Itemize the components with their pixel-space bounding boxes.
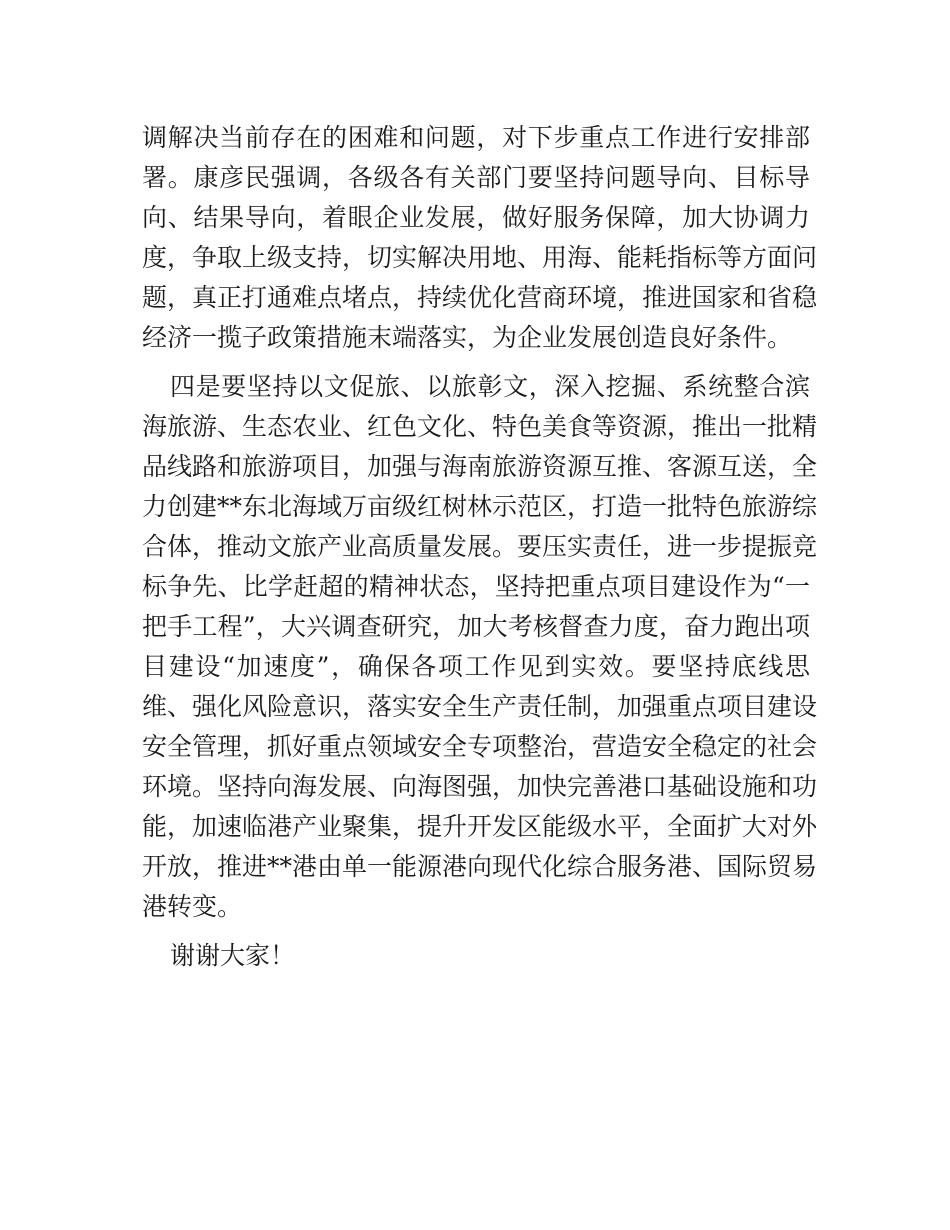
text-line: 标争先、比学赶超的精神状态，坚持把重点项目建设作为“一 [142, 572, 810, 601]
text-line: 维、强化风险意识，落实安全生产责任制，加强重点项目建设 [142, 692, 818, 721]
text-line: 开放，推进**港由单一能源港向现代化综合服务港、国际贸易 [142, 852, 818, 881]
text-line: 能，加速临港产业聚集，提升开发区能级水平，全面扩大对外 [142, 812, 818, 841]
text-line: 度，争取上级支持，切实解决用地、用海、能耗指标等方面问 [142, 243, 818, 272]
text-line: 安全管理，抓好重点领域安全专项整治，营造安全稳定的社会 [142, 732, 818, 761]
text-line: 向、结果导向，着眼企业发展，做好服务保障，加大协调力 [142, 203, 810, 232]
text-line: 合体，推动文旅产业高质量发展。要压实责任，进一步提振竞 [142, 532, 818, 561]
paragraph-2 [142, 367, 818, 927]
text-line: 经济一揽子政策措施末端落实，为企业发展创造良好条件。 [142, 323, 793, 352]
text-line: 环境。坚持向海发展、向海图强，加快完善港口基础设施和功 [142, 772, 818, 801]
text-line: 把手工程”，大兴调查研究，加大考核督查力度，奋力跑出项 [142, 612, 810, 641]
text-line: 港转变。 [142, 892, 243, 921]
text-line: 题，真正打通难点堵点，持续优化营商环境，推进国家和省稳 [142, 283, 818, 312]
text-line: 目建设“加速度”，确保各项工作见到实效。要坚持底线思 [142, 652, 810, 681]
text-line: 署。康彦民强调，各级各有关部门要坚持问题导向、目标导 [142, 163, 810, 192]
closing-line: 谢谢大家！ [170, 941, 296, 970]
paragraph-1 [142, 118, 818, 358]
text-line: 调解决当前存在的困难和问题，对下步重点工作进行安排部 [142, 123, 810, 152]
document-body [142, 118, 818, 976]
closing-paragraph [142, 936, 810, 976]
text-line: 四是要坚持以文促旅、以旅彰文，深入挖掘、系统整合滨 [170, 372, 810, 401]
text-line: 海旅游、生态农业、红色文化、特色美食等资源，推出一批精 [142, 412, 818, 441]
text-line: 力创建**东北海域万亩级红树林示范区，打造一批特色旅游综 [142, 492, 818, 521]
text-line: 品线路和旅游项目，加强与海南旅游资源互推、客源互送，全 [142, 452, 818, 481]
